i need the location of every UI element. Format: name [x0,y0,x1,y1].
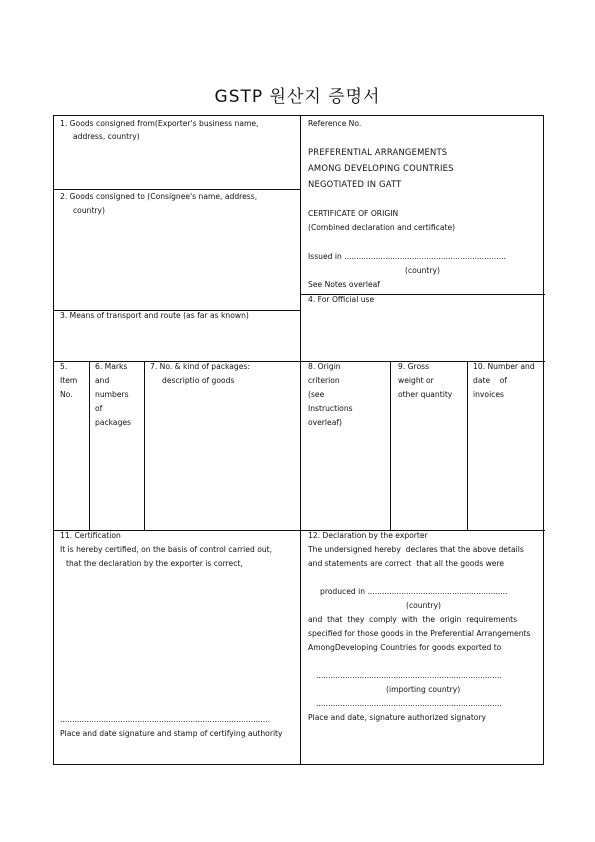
decl-line5: AmongDeveloping Countries for goods exported to [308,643,502,652]
box4-label: 4. For Official use [308,295,375,304]
col8-line1: 8. Origin [308,362,341,371]
col9-line1: 9. Gross [398,362,430,371]
decl-heading: 12. Declaration by the exporter [308,531,428,540]
col8-line4: Instructions [308,404,353,413]
page-title: GSTP 원산지 증명서 [214,87,381,107]
cert-signature-dots: ....................................................................................... [60,715,271,724]
col9-line3: other quantity [398,390,453,399]
divider-col8-col9 [390,361,391,530]
decl-line1: The undersigned hereby declares that the above details [308,545,524,554]
certificate-form [53,115,544,765]
col6-line2: and [95,376,110,385]
col9-line2: weight or [398,376,434,385]
decl-dots-1: ............................................................................. [316,671,502,680]
col6-line4: of [95,404,103,413]
col6-line1: 6. Marks [95,362,128,371]
col10-line1: 10. Number and [473,362,535,371]
decl-importing-country: (importing country) [386,685,461,694]
center-divider [300,116,301,765]
box1-label-line1: 1. Goods consigned from(Exporter's business name, [60,119,259,128]
certificate-title: CERTIFICATE OF ORIGIN [308,209,399,218]
issued-in-line: Issued in ................................................................... [308,252,506,261]
cert-heading: 11. Certification [60,531,121,540]
col7-line1: 7. No. & kind of packages: [150,362,250,371]
decl-country-label: (country) [406,601,441,610]
divider-columns-top [54,361,545,362]
divider-columns-bottom [54,530,545,531]
arrangement-line3: NEGOTIATED IN GATT [308,179,402,189]
col8-line2: criterion [308,376,340,385]
cert-line2: that the declaration by the exporter is correct, [66,559,243,568]
col5-line1: 5. [60,362,68,371]
decl-footer: Place and date, signature authorized signatory [308,713,487,722]
decl-line3: and that they comply with the origin requirements [308,615,518,624]
reference-no: Reference No. [308,119,362,128]
decl-produced-in: produced in .......................................................... [320,587,508,596]
col5-line2: Item [60,376,78,385]
col5-line3: No. [60,390,73,399]
decl-dots-2: ............................................................................. [316,699,502,708]
cert-line1: It is hereby certified, on the basis of control carried out, [60,545,273,554]
col7-line2: descriptio of goods [162,376,235,385]
certificate-subtitle: (Combined declaration and certificate) [308,223,456,232]
see-notes: See Notes overleaf [308,280,380,289]
arrangement-line2: AMONG DEVELOPING COUNTRIES [308,163,454,173]
col10-line3: invoices [473,390,504,399]
col8-line3: (see [308,390,325,399]
box3-label: 3. Means of transport and route (as far as known) [60,311,249,320]
col6-line5: packages [95,418,132,427]
box2-label-line1: 2. Goods consigned to (Consignee's name, address, [60,192,258,201]
divider-col9-col10 [467,361,468,530]
decl-line2: and statements are correct that all the goods were [308,559,505,568]
box2-label-line2: country) [73,206,106,215]
arrangement-line1: PREFERENTIAL ARRANGEMENTS [308,147,448,157]
cert-footer: Place and date signature and stamp of certifying authority [60,729,283,738]
decl-line4: specified for those goods in the Preferential Arrangements [308,629,531,638]
issued-country-label: (country) [405,266,440,275]
divider-col6-col7 [144,361,145,530]
col8-line5: overleaf) [308,418,343,427]
divider-col5-col6 [89,361,90,530]
box1-label-line2: address, country) [73,132,140,141]
col10-line2: date of [473,376,508,385]
col6-line3: numbers [95,390,129,399]
